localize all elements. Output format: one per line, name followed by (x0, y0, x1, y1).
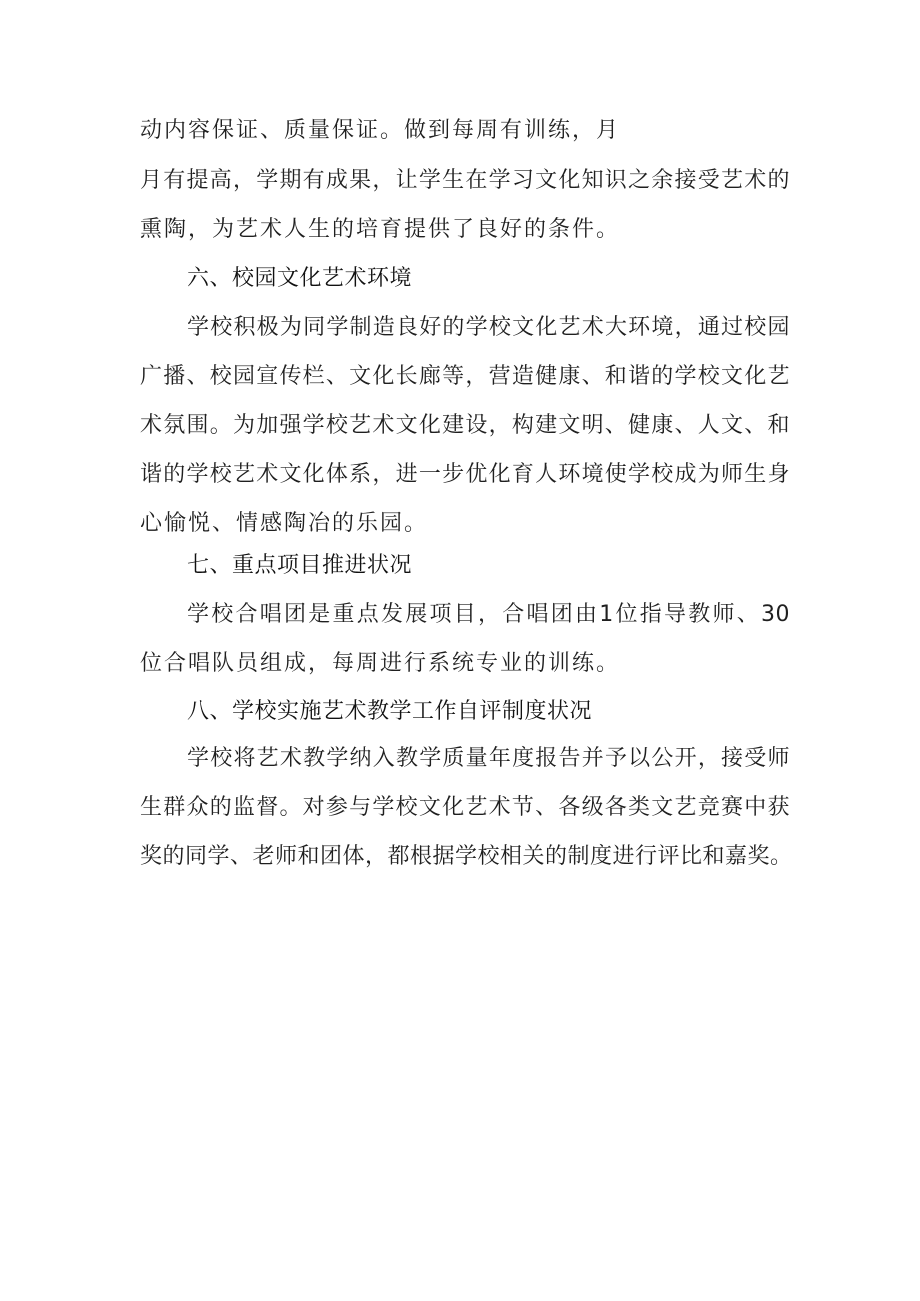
paragraph-line: 奖的同学、老师和团体，都根据学校相关的制度进行评比和嘉奖。 (140, 844, 793, 869)
paragraph-line: 位合唱队员组成，每周进行系统专业的训练。 (140, 651, 621, 676)
paragraph-line: 学校积极为同学制造良好的学校文化艺术大环境，通过校园 (187, 315, 790, 340)
paragraph-line: 广播、校园宣传栏、文化长廊等，营造健康、和谐的学校文化艺 (140, 364, 790, 389)
paragraph-line: 心愉悦、情感陶冶的乐园。 (140, 511, 429, 536)
paragraph-line: 动内容保证、质量保证。做到每周有训练，月 (140, 118, 621, 143)
paragraph-line: 生群众的监督。对参与学校文化艺术节、各级各类文艺竞赛中获 (140, 795, 790, 820)
paragraph-line: 熏陶，为艺术人生的培育提供了良好的条件。 (140, 217, 621, 242)
section-heading-7: 七、重点项目推进状况 (187, 553, 413, 578)
paragraph-line: 学校合唱团是重点发展项目，合唱团由1位指导教师、30 (187, 602, 790, 627)
section-heading-8: 八、学校实施艺术教学工作自评制度状况 (187, 699, 593, 724)
section-heading-6: 六、校园文化艺术环境 (187, 266, 413, 291)
paragraph-line: 月有提高，学期有成果，让学生在学习文化知识之余接受艺术的 (140, 168, 790, 193)
paragraph-line: 术氛围。为加强学校艺术文化建设，构建文明、健康、人文、和 (140, 413, 790, 438)
paragraph-line: 谐的学校艺术文化体系，进一步优化育人环境使学校成为师生身 (140, 462, 790, 487)
paragraph-line: 学校将艺术教学纳入教学质量年度报告并予以公开，接受师 (187, 746, 790, 771)
